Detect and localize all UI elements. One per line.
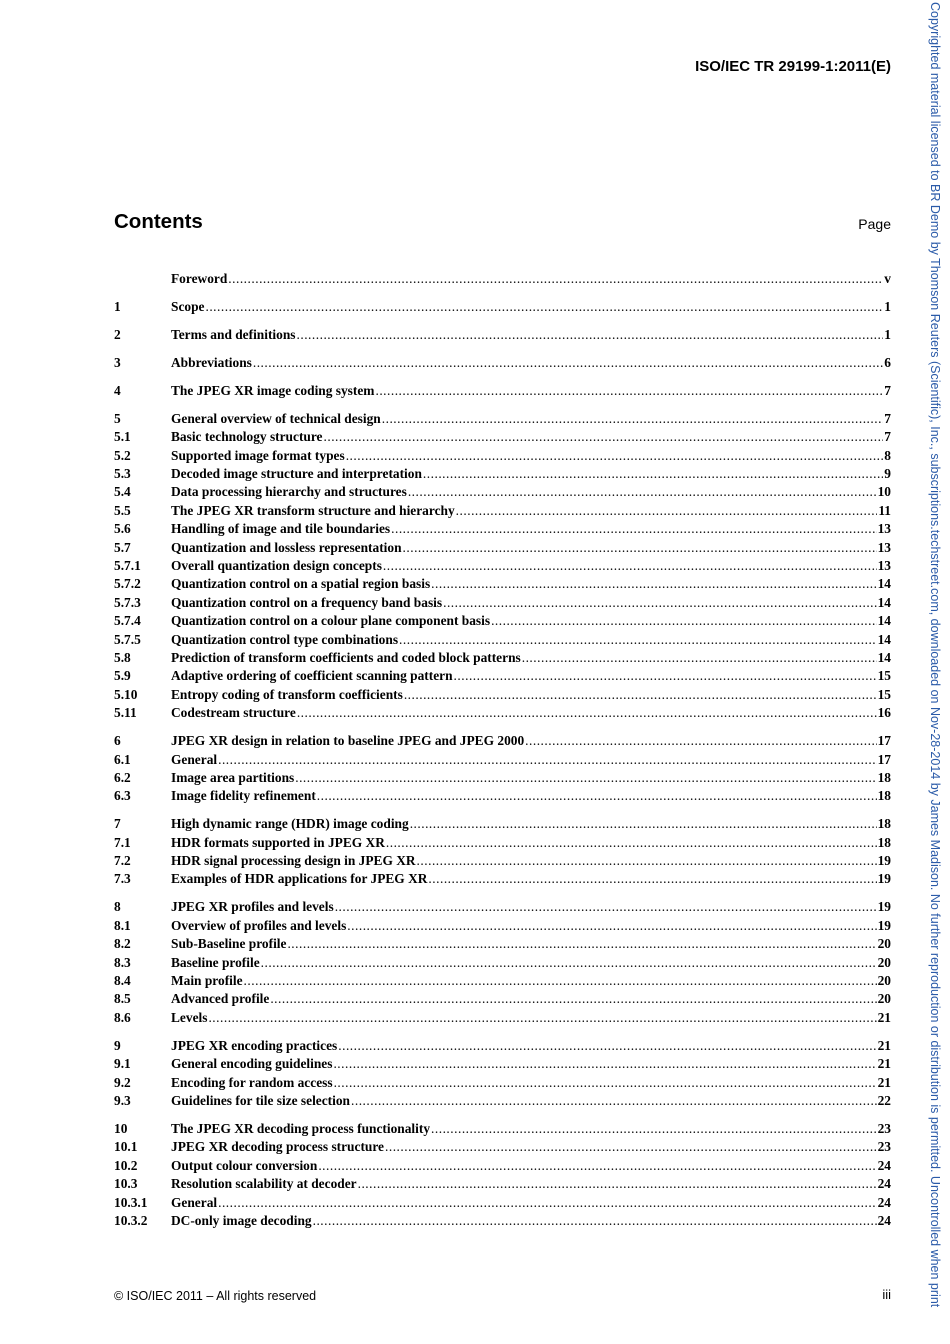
toc-entry-number: 10.3.1 xyxy=(114,1194,148,1210)
toc-dot-leader xyxy=(347,917,876,935)
toc-entry[interactable] xyxy=(114,447,891,465)
toc-dot-leader xyxy=(208,1009,876,1027)
toc-entry-page: 20 xyxy=(877,936,891,952)
toc-entry-number: 4 xyxy=(114,382,121,398)
toc-entry-title: Foreword xyxy=(171,271,228,286)
toc-entry-title: Advanced profile xyxy=(171,991,270,1007)
toc-entry-page: 21 xyxy=(877,1074,891,1090)
toc-dot-leader xyxy=(313,1212,877,1230)
toc-entry[interactable] xyxy=(114,898,891,916)
toc-entry-page: 10 xyxy=(877,484,891,500)
toc-entry-title: Prediction of transform coefficients and coded block patterns xyxy=(171,650,521,665)
toc-entry-title: JPEG XR encoding practices xyxy=(171,1037,338,1053)
toc-entry[interactable] xyxy=(114,1074,891,1092)
toc-entry[interactable] xyxy=(114,520,891,538)
toc-dot-leader xyxy=(244,972,877,990)
copyright-watermark xyxy=(920,0,950,1344)
toc-entry[interactable] xyxy=(114,852,891,870)
footer-copyright: © ISO/IEC 2011 – All rights reserved xyxy=(114,1289,317,1303)
toc-entry-number: 8.1 xyxy=(114,917,131,933)
toc-dot-leader xyxy=(346,447,884,465)
toc-entry-title: Baseline profile xyxy=(171,954,260,970)
toc-entry-title: Scope xyxy=(171,298,205,314)
toc-entry-number: 10.1 xyxy=(114,1139,138,1155)
toc-entry-page: 19 xyxy=(877,871,891,887)
toc-entry-number: 5.7.5 xyxy=(114,631,141,647)
toc-dot-leader xyxy=(218,751,877,769)
toc-dot-leader xyxy=(410,815,877,833)
toc-entry-number: 8.3 xyxy=(114,954,131,970)
toc-dot-leader xyxy=(383,557,877,575)
toc-entry[interactable] xyxy=(114,1037,891,1055)
toc-entry-page: 7 xyxy=(884,429,891,445)
toc-entry-title: General xyxy=(171,751,218,767)
toc-entry-number: 5 xyxy=(114,410,121,426)
toc-entry[interactable] xyxy=(114,954,891,972)
toc-entry-page: 7 xyxy=(884,410,891,426)
toc-entry-title: DC-only image decoding xyxy=(171,1212,312,1228)
toc-entry[interactable] xyxy=(114,270,891,288)
toc-entry-number: 7.1 xyxy=(114,834,131,850)
toc-entry-title: Abbreviations xyxy=(171,354,252,370)
toc-entry-page: v xyxy=(884,271,891,286)
toc-entry-number: 7.2 xyxy=(114,853,131,869)
toc-entry-title: Quantization control on a colour plane component basis xyxy=(171,613,491,629)
toc-entry-page: 11 xyxy=(878,502,891,518)
toc-dot-leader xyxy=(228,270,883,288)
toc-dot-leader xyxy=(333,1055,876,1073)
toc-entry-title: HDR formats supported in JPEG XR xyxy=(171,834,385,850)
toc-dot-leader xyxy=(375,382,883,400)
toc-entry-title: General encoding guidelines xyxy=(171,1056,333,1072)
toc-entry[interactable] xyxy=(114,326,891,344)
toc-entry-title: Quantization control on a spatial region basis xyxy=(171,576,431,592)
toc-dot-leader xyxy=(428,870,876,888)
toc-dot-leader xyxy=(218,1194,877,1212)
toc-entry-number: 5.2 xyxy=(114,447,131,463)
toc-entry-title: Handling of image and tile boundaries xyxy=(171,521,391,537)
footer-page-number: iii xyxy=(882,1287,891,1302)
toc-entry[interactable] xyxy=(114,751,891,769)
toc-entry[interactable] xyxy=(114,1157,891,1175)
toc-entry-number: 6.1 xyxy=(114,751,131,767)
toc-entry[interactable] xyxy=(114,990,891,1008)
toc-entry-page: 14 xyxy=(877,613,891,629)
toc-dot-leader xyxy=(318,1157,876,1175)
toc-entry[interactable] xyxy=(114,704,891,722)
toc-entry-page: 24 xyxy=(877,1212,891,1228)
toc-entry-page: 8 xyxy=(884,447,891,463)
toc-entry-title: Overview of profiles and levels xyxy=(171,917,347,933)
toc-entry-number: 6.3 xyxy=(114,788,131,804)
toc-entry-number: 5.7.1 xyxy=(114,558,141,574)
toc-dot-leader xyxy=(491,612,877,630)
toc-dot-leader xyxy=(334,1074,877,1092)
watermark-text: Copyrighted material licensed to BR Demo by Thomson Reuters (Scientific), Inc., subscriptions.techstreet.com, downloaded on Nov-28-2014 by James Madison. No further reproduction or distribution is permitted. Uncontrolled when print xyxy=(928,2,942,1308)
toc-entry-title: Encoding for random access xyxy=(171,1074,333,1090)
toc-entry-title: HDR signal processing design in JPEG XR xyxy=(171,853,416,869)
toc-dot-leader xyxy=(382,410,884,428)
toc-entry-page: 20 xyxy=(877,991,891,1007)
toc-entry-page: 16 xyxy=(877,705,891,721)
toc-entry-title: Terms and definitions xyxy=(171,326,296,342)
toc-entry-number: 6.2 xyxy=(114,769,131,785)
toc-entry-title: General overview of technical design xyxy=(171,410,381,426)
toc-entry-title: Quantization control on a frequency band basis xyxy=(171,594,443,610)
toc-entry-number: 5.10 xyxy=(114,686,138,702)
toc-dot-leader xyxy=(456,502,878,520)
toc-entry[interactable] xyxy=(114,1120,891,1138)
toc-entry-page: 21 xyxy=(877,1056,891,1072)
toc-entry-title: Overall quantization design concepts xyxy=(171,558,382,574)
toc-dot-leader xyxy=(253,354,883,372)
toc-entry-title: Levels xyxy=(171,1009,208,1025)
toc-entry-number: 5.3 xyxy=(114,466,131,482)
toc-entry-number: 5.11 xyxy=(114,705,137,721)
toc-entry-number: 9.1 xyxy=(114,1056,131,1072)
toc-entry[interactable] xyxy=(114,972,891,990)
toc-entry[interactable] xyxy=(114,1175,891,1193)
toc-entry[interactable] xyxy=(114,1092,891,1110)
toc-entry[interactable] xyxy=(114,502,891,520)
toc-dot-leader xyxy=(317,787,877,805)
toc-entry[interactable] xyxy=(114,298,891,316)
toc-dot-leader xyxy=(261,954,877,972)
toc-entry-number: 7.3 xyxy=(114,871,131,887)
toc-dot-leader xyxy=(270,990,876,1008)
toc-entry-number: 10.3 xyxy=(114,1176,138,1192)
document-standard-id: ISO/IEC TR 29199-1:2011(E) xyxy=(695,58,891,75)
toc-dot-leader xyxy=(351,1092,877,1110)
toc-entry-page: 19 xyxy=(877,853,891,869)
toc-entry-number: 8.5 xyxy=(114,991,131,1007)
toc-entry[interactable] xyxy=(114,575,891,593)
toc-entry-page: 15 xyxy=(877,668,891,684)
toc-entry-page: 20 xyxy=(877,973,891,989)
toc-entry-number: 8 xyxy=(114,899,121,915)
toc-entry-page: 19 xyxy=(877,899,891,915)
toc-entry-number: 5.5 xyxy=(114,502,131,518)
toc-entry-number: 9.3 xyxy=(114,1092,131,1108)
toc-entry-page: 18 xyxy=(877,834,891,850)
toc-entry-title: General xyxy=(171,1194,218,1210)
toc-entry[interactable] xyxy=(114,935,891,953)
toc-entry-number: 5.4 xyxy=(114,484,131,500)
toc-entry-title: Quantization and lossless representation xyxy=(171,539,402,555)
toc-dot-leader xyxy=(297,326,884,344)
toc-entry[interactable] xyxy=(114,686,891,704)
toc-entry-title: High dynamic range (HDR) image coding xyxy=(171,816,409,832)
toc-entry[interactable] xyxy=(114,1212,891,1230)
toc-entry[interactable] xyxy=(114,465,891,483)
toc-dot-leader xyxy=(454,667,877,685)
toc-entry-number: 3 xyxy=(114,354,121,370)
toc-entry-page: 13 xyxy=(877,521,891,537)
toc-entry-number: 5.1 xyxy=(114,429,131,445)
toc-dot-leader xyxy=(404,686,877,704)
toc-entry-title: Guidelines for tile size selection xyxy=(171,1092,351,1108)
toc-entry-page: 1 xyxy=(884,298,891,314)
toc-entry-page: 17 xyxy=(877,751,891,767)
toc-entry-number: 5.6 xyxy=(114,521,131,537)
table-of-contents xyxy=(114,270,891,1230)
toc-entry-page: 20 xyxy=(877,954,891,970)
toc-entry-title: Image area partitions xyxy=(171,769,295,785)
toc-entry[interactable] xyxy=(114,612,891,630)
toc-entry-title: Codestream structure xyxy=(171,705,296,721)
toc-entry[interactable] xyxy=(114,769,891,787)
toc-dot-leader xyxy=(358,1175,877,1193)
toc-entry-page: 22 xyxy=(877,1092,891,1108)
toc-entry-page: 14 xyxy=(877,631,891,647)
toc-entry-title: Image fidelity refinement xyxy=(171,788,316,804)
toc-entry-page: 15 xyxy=(877,686,891,702)
toc-dot-leader xyxy=(431,575,876,593)
toc-dot-leader xyxy=(385,1138,877,1156)
toc-entry[interactable] xyxy=(114,483,891,501)
toc-entry[interactable] xyxy=(114,428,891,446)
toc-entry-title: JPEG XR design in relation to baseline JPEG and JPEG 2000 xyxy=(171,733,525,749)
toc-entry-number: 5.9 xyxy=(114,668,131,684)
toc-entry-page: 14 xyxy=(877,594,891,610)
toc-dot-leader xyxy=(386,834,877,852)
toc-entry-number: 10.3.2 xyxy=(114,1212,148,1228)
toc-entry[interactable] xyxy=(114,834,891,852)
toc-entry-number: 10 xyxy=(114,1120,128,1136)
toc-entry-page: 13 xyxy=(877,539,891,555)
toc-dot-leader xyxy=(295,769,876,787)
toc-entry-title: Adaptive ordering of coefficient scanning pattern xyxy=(171,668,453,684)
toc-entry-number: 8.4 xyxy=(114,973,131,989)
toc-entry-page: 18 xyxy=(877,769,891,785)
toc-entry-number: 7 xyxy=(114,816,121,832)
toc-entry-page: 24 xyxy=(877,1194,891,1210)
toc-entry[interactable] xyxy=(114,382,891,400)
toc-dot-leader xyxy=(297,704,877,722)
toc-entry-number: 2 xyxy=(114,326,121,342)
toc-entry-page: 13 xyxy=(877,558,891,574)
toc-entry-number: 5.7.3 xyxy=(114,594,141,610)
toc-entry[interactable] xyxy=(114,732,891,750)
toc-entry-page: 9 xyxy=(884,466,891,482)
toc-entry[interactable] xyxy=(114,667,891,685)
toc-entry-page: 19 xyxy=(877,917,891,933)
toc-dot-leader xyxy=(205,298,883,316)
toc-entry[interactable] xyxy=(114,594,891,612)
toc-entry-number: 5.7.2 xyxy=(114,576,141,592)
toc-entry-title: Sub-Baseline profile xyxy=(171,936,287,952)
toc-dot-leader xyxy=(399,631,877,649)
toc-entry-number: 8.2 xyxy=(114,936,131,952)
toc-entry-page: 1 xyxy=(884,326,891,342)
toc-entry-title: Resolution scalability at decoder xyxy=(171,1176,357,1192)
toc-dot-leader xyxy=(403,539,877,557)
toc-entry[interactable] xyxy=(114,410,891,428)
toc-entry-title: JPEG XR profiles and levels xyxy=(171,899,334,915)
toc-dot-leader xyxy=(525,732,876,750)
toc-entry-title: Basic technology structure xyxy=(171,429,323,445)
toc-entry-number: 5.8 xyxy=(114,650,131,665)
toc-entry-page: 7 xyxy=(884,382,891,398)
toc-dot-leader xyxy=(324,428,884,446)
toc-dot-leader xyxy=(522,649,877,667)
toc-entry-number: 1 xyxy=(114,298,121,314)
toc-dot-leader xyxy=(417,852,877,870)
toc-entry-title: Supported image format types xyxy=(171,447,345,463)
toc-entry-page: 21 xyxy=(877,1009,891,1025)
toc-entry-number: 10.2 xyxy=(114,1157,138,1173)
toc-entry-page: 14 xyxy=(877,650,891,665)
toc-entry[interactable] xyxy=(114,631,891,649)
toc-entry-title: The JPEG XR decoding process functionality xyxy=(171,1120,431,1136)
toc-entry[interactable] xyxy=(114,1009,891,1027)
toc-entry-number: 5.7 xyxy=(114,539,131,555)
toc-entry-title: Output colour conversion xyxy=(171,1157,318,1173)
toc-entry[interactable] xyxy=(114,917,891,935)
toc-entry-page: 21 xyxy=(877,1037,891,1053)
toc-entry-number: 8.6 xyxy=(114,1009,131,1025)
toc-entry[interactable] xyxy=(114,557,891,575)
toc-entry-number: 6 xyxy=(114,733,121,749)
toc-entry[interactable] xyxy=(114,539,891,557)
toc-entry[interactable] xyxy=(114,815,891,833)
toc-entry-number: 9.2 xyxy=(114,1074,131,1090)
toc-entry-title: Decoded image structure and interpretation xyxy=(171,466,422,482)
toc-entry[interactable] xyxy=(114,354,891,372)
toc-entry-page: 23 xyxy=(877,1139,891,1155)
toc-entry-page: 24 xyxy=(877,1176,891,1192)
toc-entry-title: JPEG XR decoding process structure xyxy=(171,1139,385,1155)
toc-dot-leader xyxy=(408,483,877,501)
toc-entry-title: Examples of HDR applications for JPEG XR xyxy=(171,871,428,887)
toc-entry[interactable] xyxy=(114,787,891,805)
toc-entry-page: 18 xyxy=(877,816,891,832)
toc-entry-page: 17 xyxy=(877,733,891,749)
toc-entry[interactable] xyxy=(114,1055,891,1073)
toc-dot-leader xyxy=(391,520,876,538)
toc-entry-number: 5.7.4 xyxy=(114,613,141,629)
toc-entry[interactable] xyxy=(114,649,891,667)
toc-entry-title: Data processing hierarchy and structures xyxy=(171,484,407,500)
toc-entry-page: 14 xyxy=(877,576,891,592)
page-column-label: Page xyxy=(858,216,891,232)
toc-entry-page: 18 xyxy=(877,788,891,804)
toc-dot-leader xyxy=(338,1037,876,1055)
toc-entry-page: 6 xyxy=(884,354,891,370)
toc-entry[interactable] xyxy=(114,1138,891,1156)
toc-entry[interactable] xyxy=(114,1194,891,1212)
toc-dot-leader xyxy=(443,594,877,612)
toc-dot-leader xyxy=(335,898,877,916)
contents-heading: Contents xyxy=(114,210,203,233)
toc-entry-title: Main profile xyxy=(171,973,243,989)
toc-entry-page: 24 xyxy=(877,1157,891,1173)
toc-dot-leader xyxy=(431,1120,877,1138)
toc-entry-title: Entropy coding of transform coefficients xyxy=(171,686,403,702)
toc-entry-title: The JPEG XR transform structure and hierarchy xyxy=(171,502,455,518)
toc-entry-title: The JPEG XR image coding system xyxy=(171,382,375,398)
toc-entry[interactable] xyxy=(114,870,891,888)
toc-entry-number: 9 xyxy=(114,1037,121,1053)
toc-dot-leader xyxy=(423,465,883,483)
toc-entry-title: Quantization control type combinations xyxy=(171,631,399,647)
toc-entry-page: 23 xyxy=(877,1120,891,1136)
toc-dot-leader xyxy=(287,935,876,953)
